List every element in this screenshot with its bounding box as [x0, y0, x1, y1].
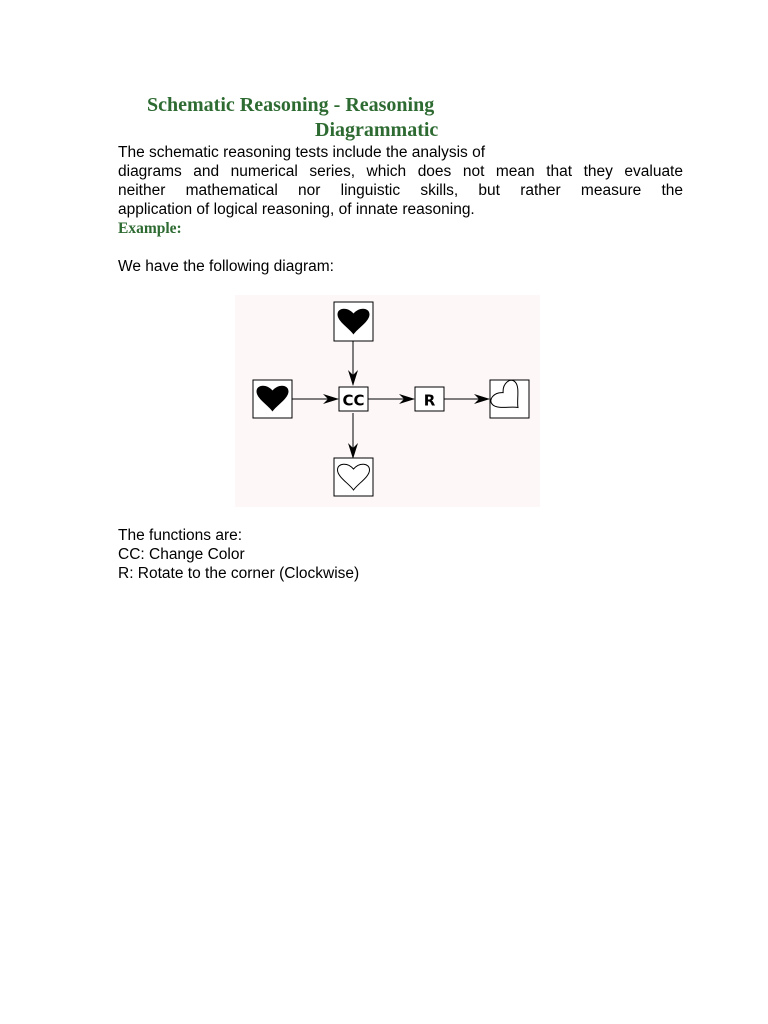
- outline-heart-bottom: [334, 458, 373, 496]
- function-cc: CC: Change Color: [118, 546, 245, 563]
- intro-line: diagrams and numerical series, which does not mean that they evaluate: [118, 163, 683, 180]
- intro-line: application of logical reasoning, of innate reasoning.: [118, 201, 475, 218]
- diagram-intro: We have the following diagram:: [118, 258, 334, 275]
- filled-heart-left: [253, 380, 292, 418]
- page-title-line-2: Diagrammatic: [315, 119, 439, 141]
- functions-heading: The functions are:: [118, 527, 243, 544]
- outline-heart-rotated-right: [488, 378, 529, 419]
- example-label: Example:: [118, 220, 182, 237]
- change-color-box: [339, 387, 368, 411]
- cc-label: CC: [342, 391, 365, 410]
- r-label: R: [423, 391, 436, 410]
- function-r: R: Rotate to the corner (Clockwise): [118, 565, 360, 582]
- filled-heart-top: [334, 302, 373, 341]
- intro-line: The schematic reasoning tests include the analysis of: [118, 144, 486, 161]
- reasoning-diagram: [235, 295, 540, 507]
- intro-line: neither mathematical nor linguistic skills, but rather measure the: [118, 182, 683, 199]
- rotate-box: [415, 387, 444, 411]
- page-title-line-1: Schematic Reasoning - Reasoning: [147, 94, 435, 116]
